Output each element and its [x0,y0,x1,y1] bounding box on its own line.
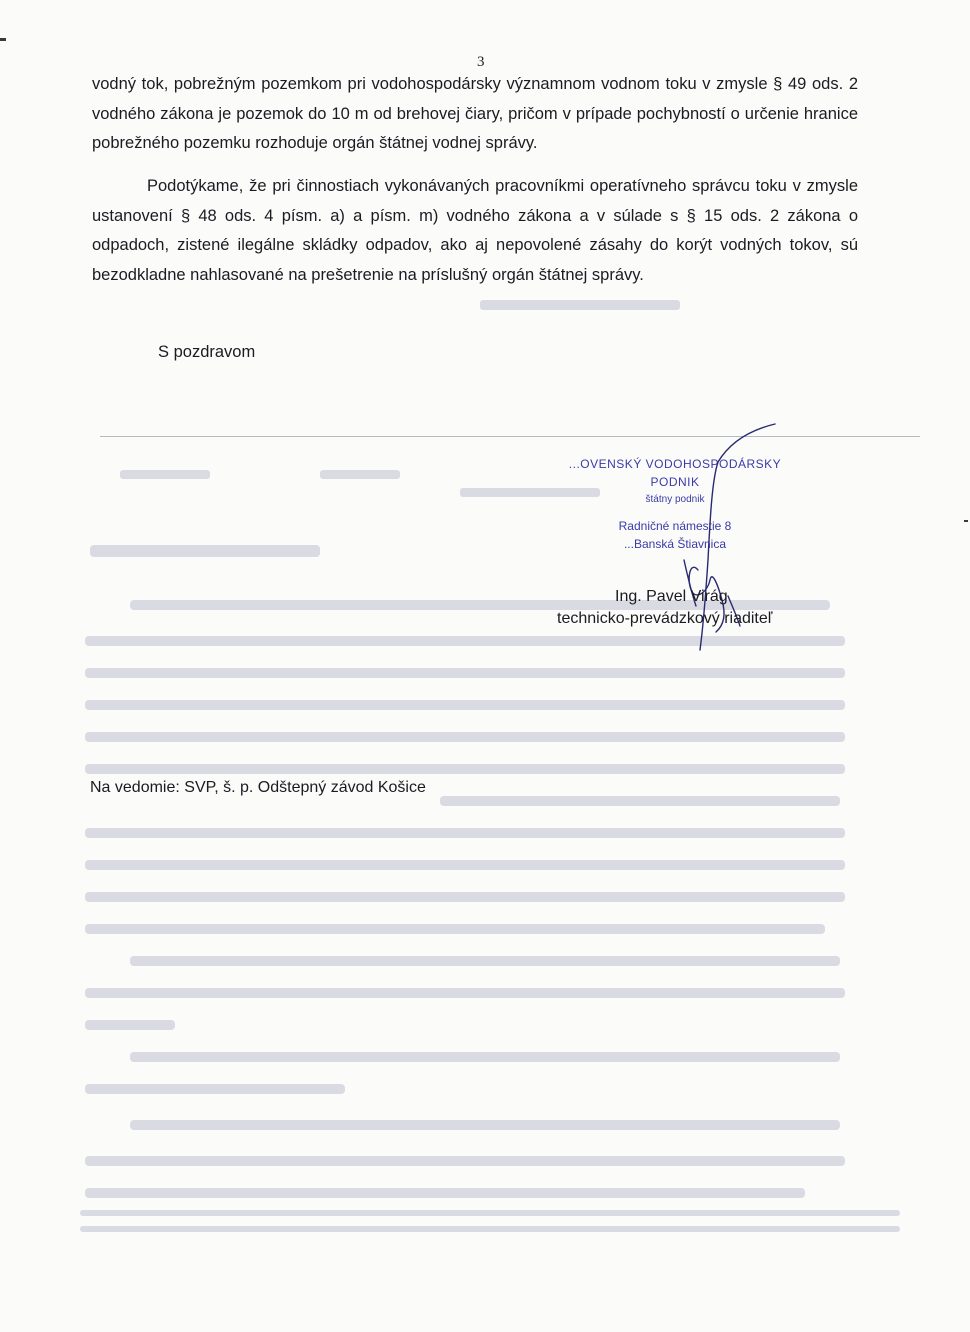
page-number: 3 [477,54,485,70]
cc-line: Na vedomie: SVP, š. p. Odštepný závod Košice [90,779,426,796]
stamp-company: ...OVENSKÝ VODOHOSPODÁRSKY PODNIK [568,457,782,489]
handwritten-signature-icon [600,410,800,670]
paragraph-2: Podotýkame, že pri činnostiach vykonávaných pracovníkmi operatívneho správcu toku v zmysle ustanovení § 48 ods. 4 písm. a) a písm. m) vodného zákona a v súlade s § 15 ods. 2 zákona o odpadoch, zistené ilegálne skládky odpadov, ako aj nepovolené zásahy do korýt vodných tokov, sú bezodkladne nahlasované na prešetrenie na príslušný orgán štátnej správy. [92,177,858,284]
stamp-address: Radničné námestie 8 [618,519,732,533]
paragraph-1: vodný tok, pobrežným pozemkom pri vodohospodársky významnom vodnom toku v zmysle § 49 ods. 2 vodného zákona je pozemok do 10 m od brehovej čiary, pričom v prípade pochybností o určenie hranice pobrežného pozemku rozhoduje orgán štátnej vodnej správy. [92,75,858,152]
signatory-title: technicko-prevádzkový riaditeľ [557,610,773,627]
scan-edge-mark [964,520,968,522]
stamp-type: štátny podnik [645,494,705,505]
stamp-city: ...Banská Štiavnica [623,537,727,551]
greeting: S pozdravom [158,343,256,361]
signatory-name: Ing. Pavel Virág [615,588,728,605]
scan-edge-mark [0,38,6,41]
